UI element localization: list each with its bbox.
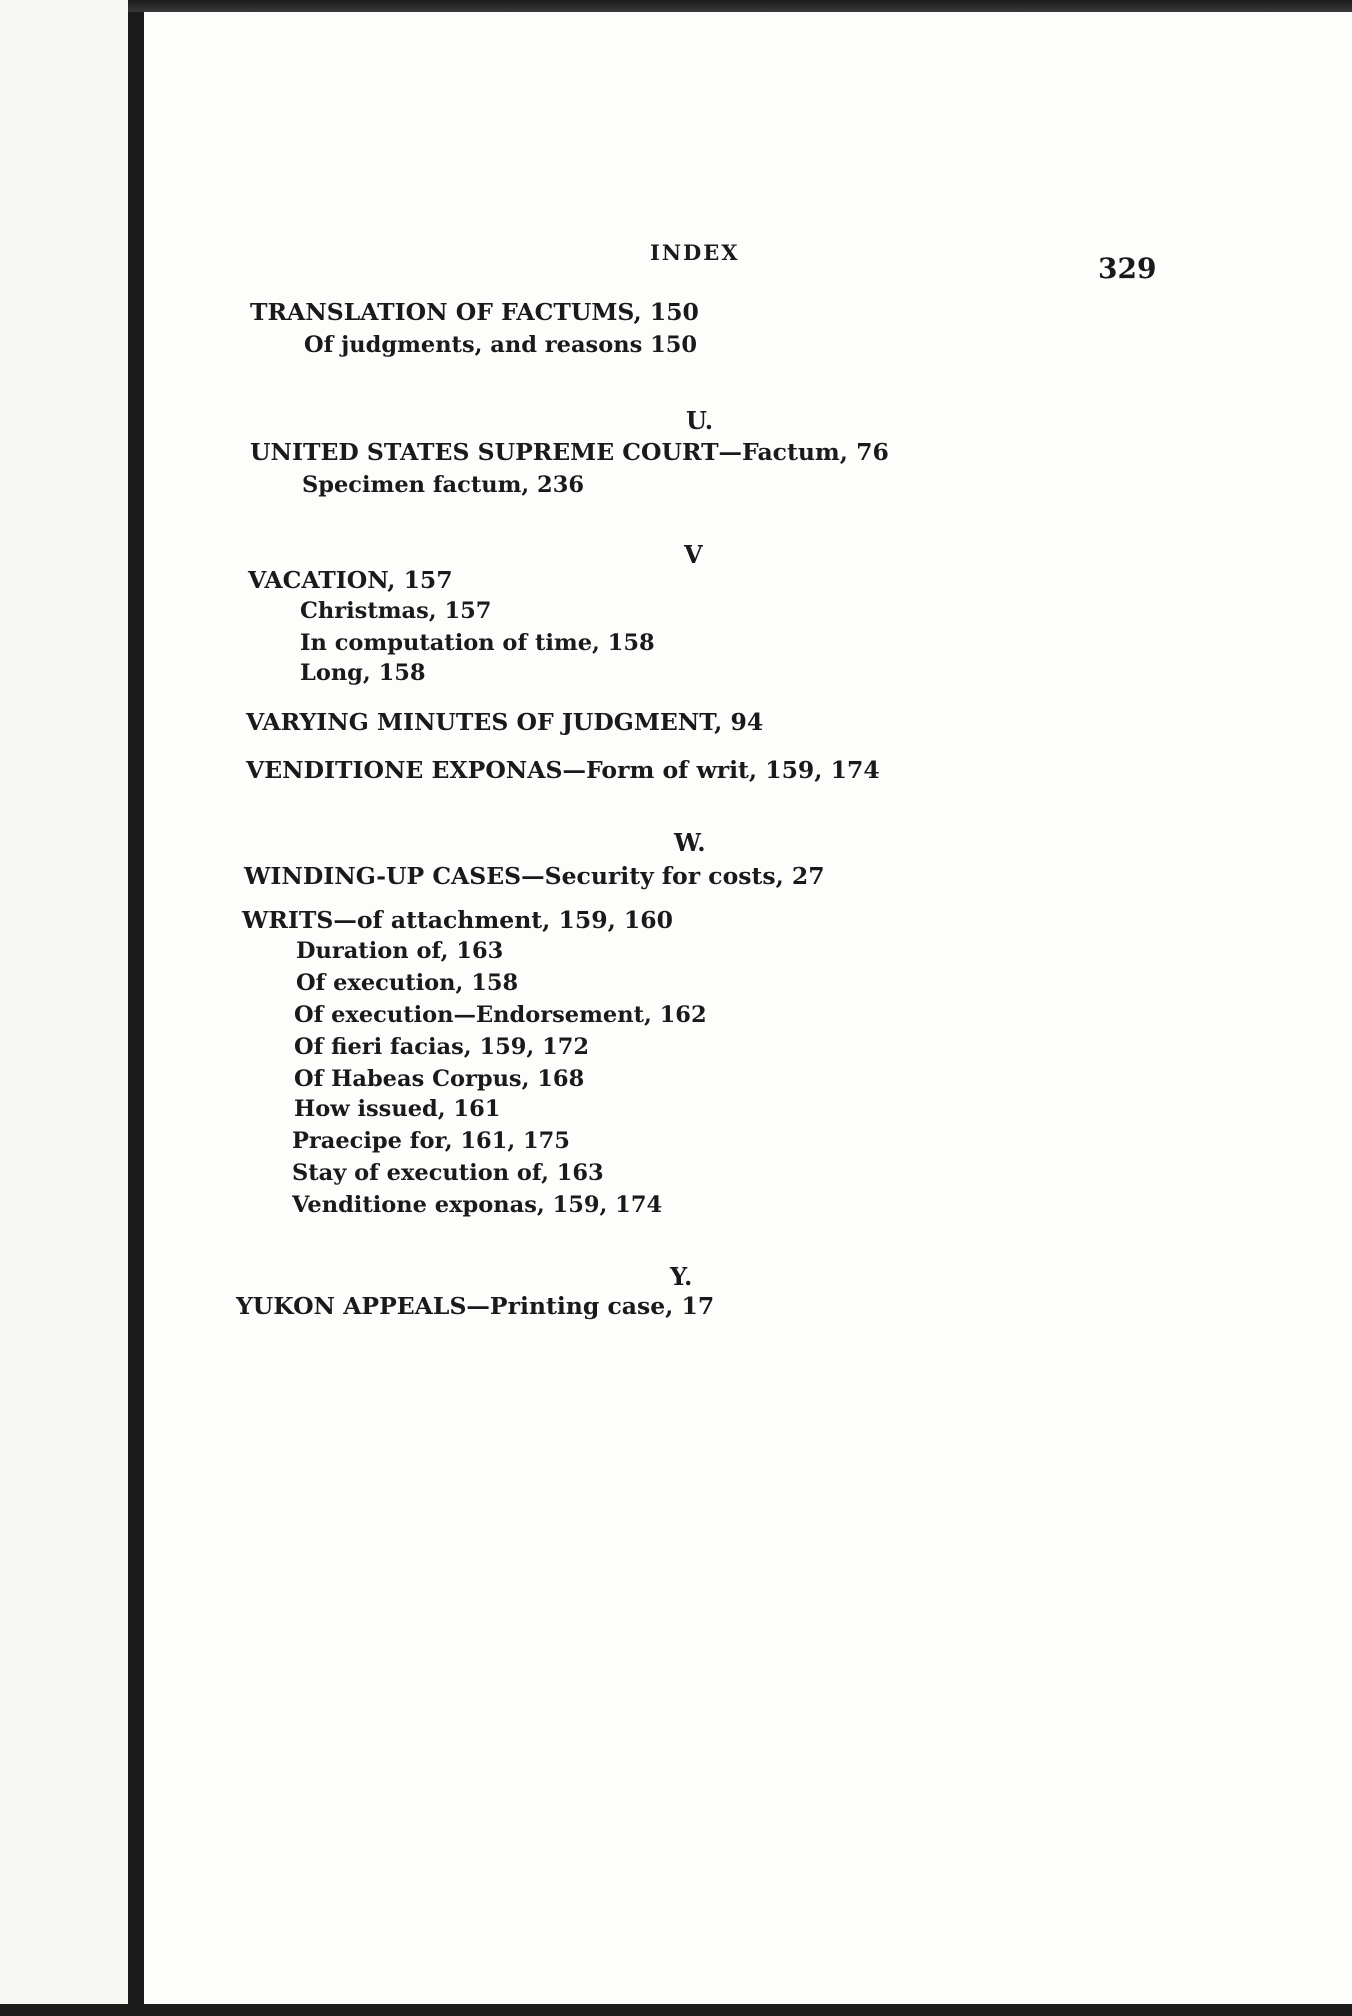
- index-subentry: How issued, 161: [294, 1096, 501, 1122]
- index-entry: WRITS—of attachment, 159, 160: [242, 906, 673, 934]
- index-entry: WINDING-UP CASES—Security for costs, 27: [244, 862, 825, 890]
- index-subentry: Of execution, 158: [296, 970, 519, 996]
- section-letter: W.: [674, 828, 706, 857]
- section-letter: U.: [686, 406, 714, 435]
- index-subentry: Of fieri facias, 159, 172: [294, 1034, 590, 1060]
- index-subentry: Of judgments, and reasons 150: [304, 332, 698, 358]
- section-letter: Y.: [670, 1262, 693, 1291]
- index-subentry: Christmas, 157: [300, 598, 492, 624]
- index-subentry: Specimen factum, 236: [302, 472, 585, 498]
- top-edge: [128, 0, 1352, 12]
- index-entry: UNITED STATES SUPREME COURT—Factum, 76: [250, 438, 889, 466]
- index-subentry: Stay of execution of, 163: [292, 1160, 604, 1186]
- index-subentry: Of Habeas Corpus, 168: [294, 1066, 585, 1092]
- index-subentry: Long, 158: [300, 660, 426, 686]
- bottom-edge: [0, 2004, 1352, 2016]
- book-spine: [128, 0, 144, 2016]
- facing-page: [0, 0, 128, 2016]
- index-entry: VARYING MINUTES OF JUDGMENT, 94: [246, 708, 764, 736]
- index-entry: VACATION, 157: [248, 566, 453, 594]
- index-subentry: Venditione exponas, 159, 174: [292, 1192, 663, 1218]
- index-entry: YUKON APPEALS—Printing case, 17: [236, 1292, 715, 1320]
- index-entry: TRANSLATION OF FACTUMS, 150: [250, 298, 699, 326]
- index-subentry: Duration of, 163: [296, 938, 504, 964]
- index-subentry: Praecipe for, 161, 175: [292, 1128, 570, 1154]
- index-subentry: Of execution—Endorsement, 162: [294, 1002, 707, 1028]
- page-number: 329: [1098, 252, 1157, 285]
- index-entry: VENDITIONE EXPONAS—Form of writ, 159, 174: [246, 756, 880, 784]
- index-subentry: In computation of time, 158: [300, 630, 655, 656]
- section-letter: V: [684, 540, 703, 569]
- running-head: INDEX: [650, 240, 740, 265]
